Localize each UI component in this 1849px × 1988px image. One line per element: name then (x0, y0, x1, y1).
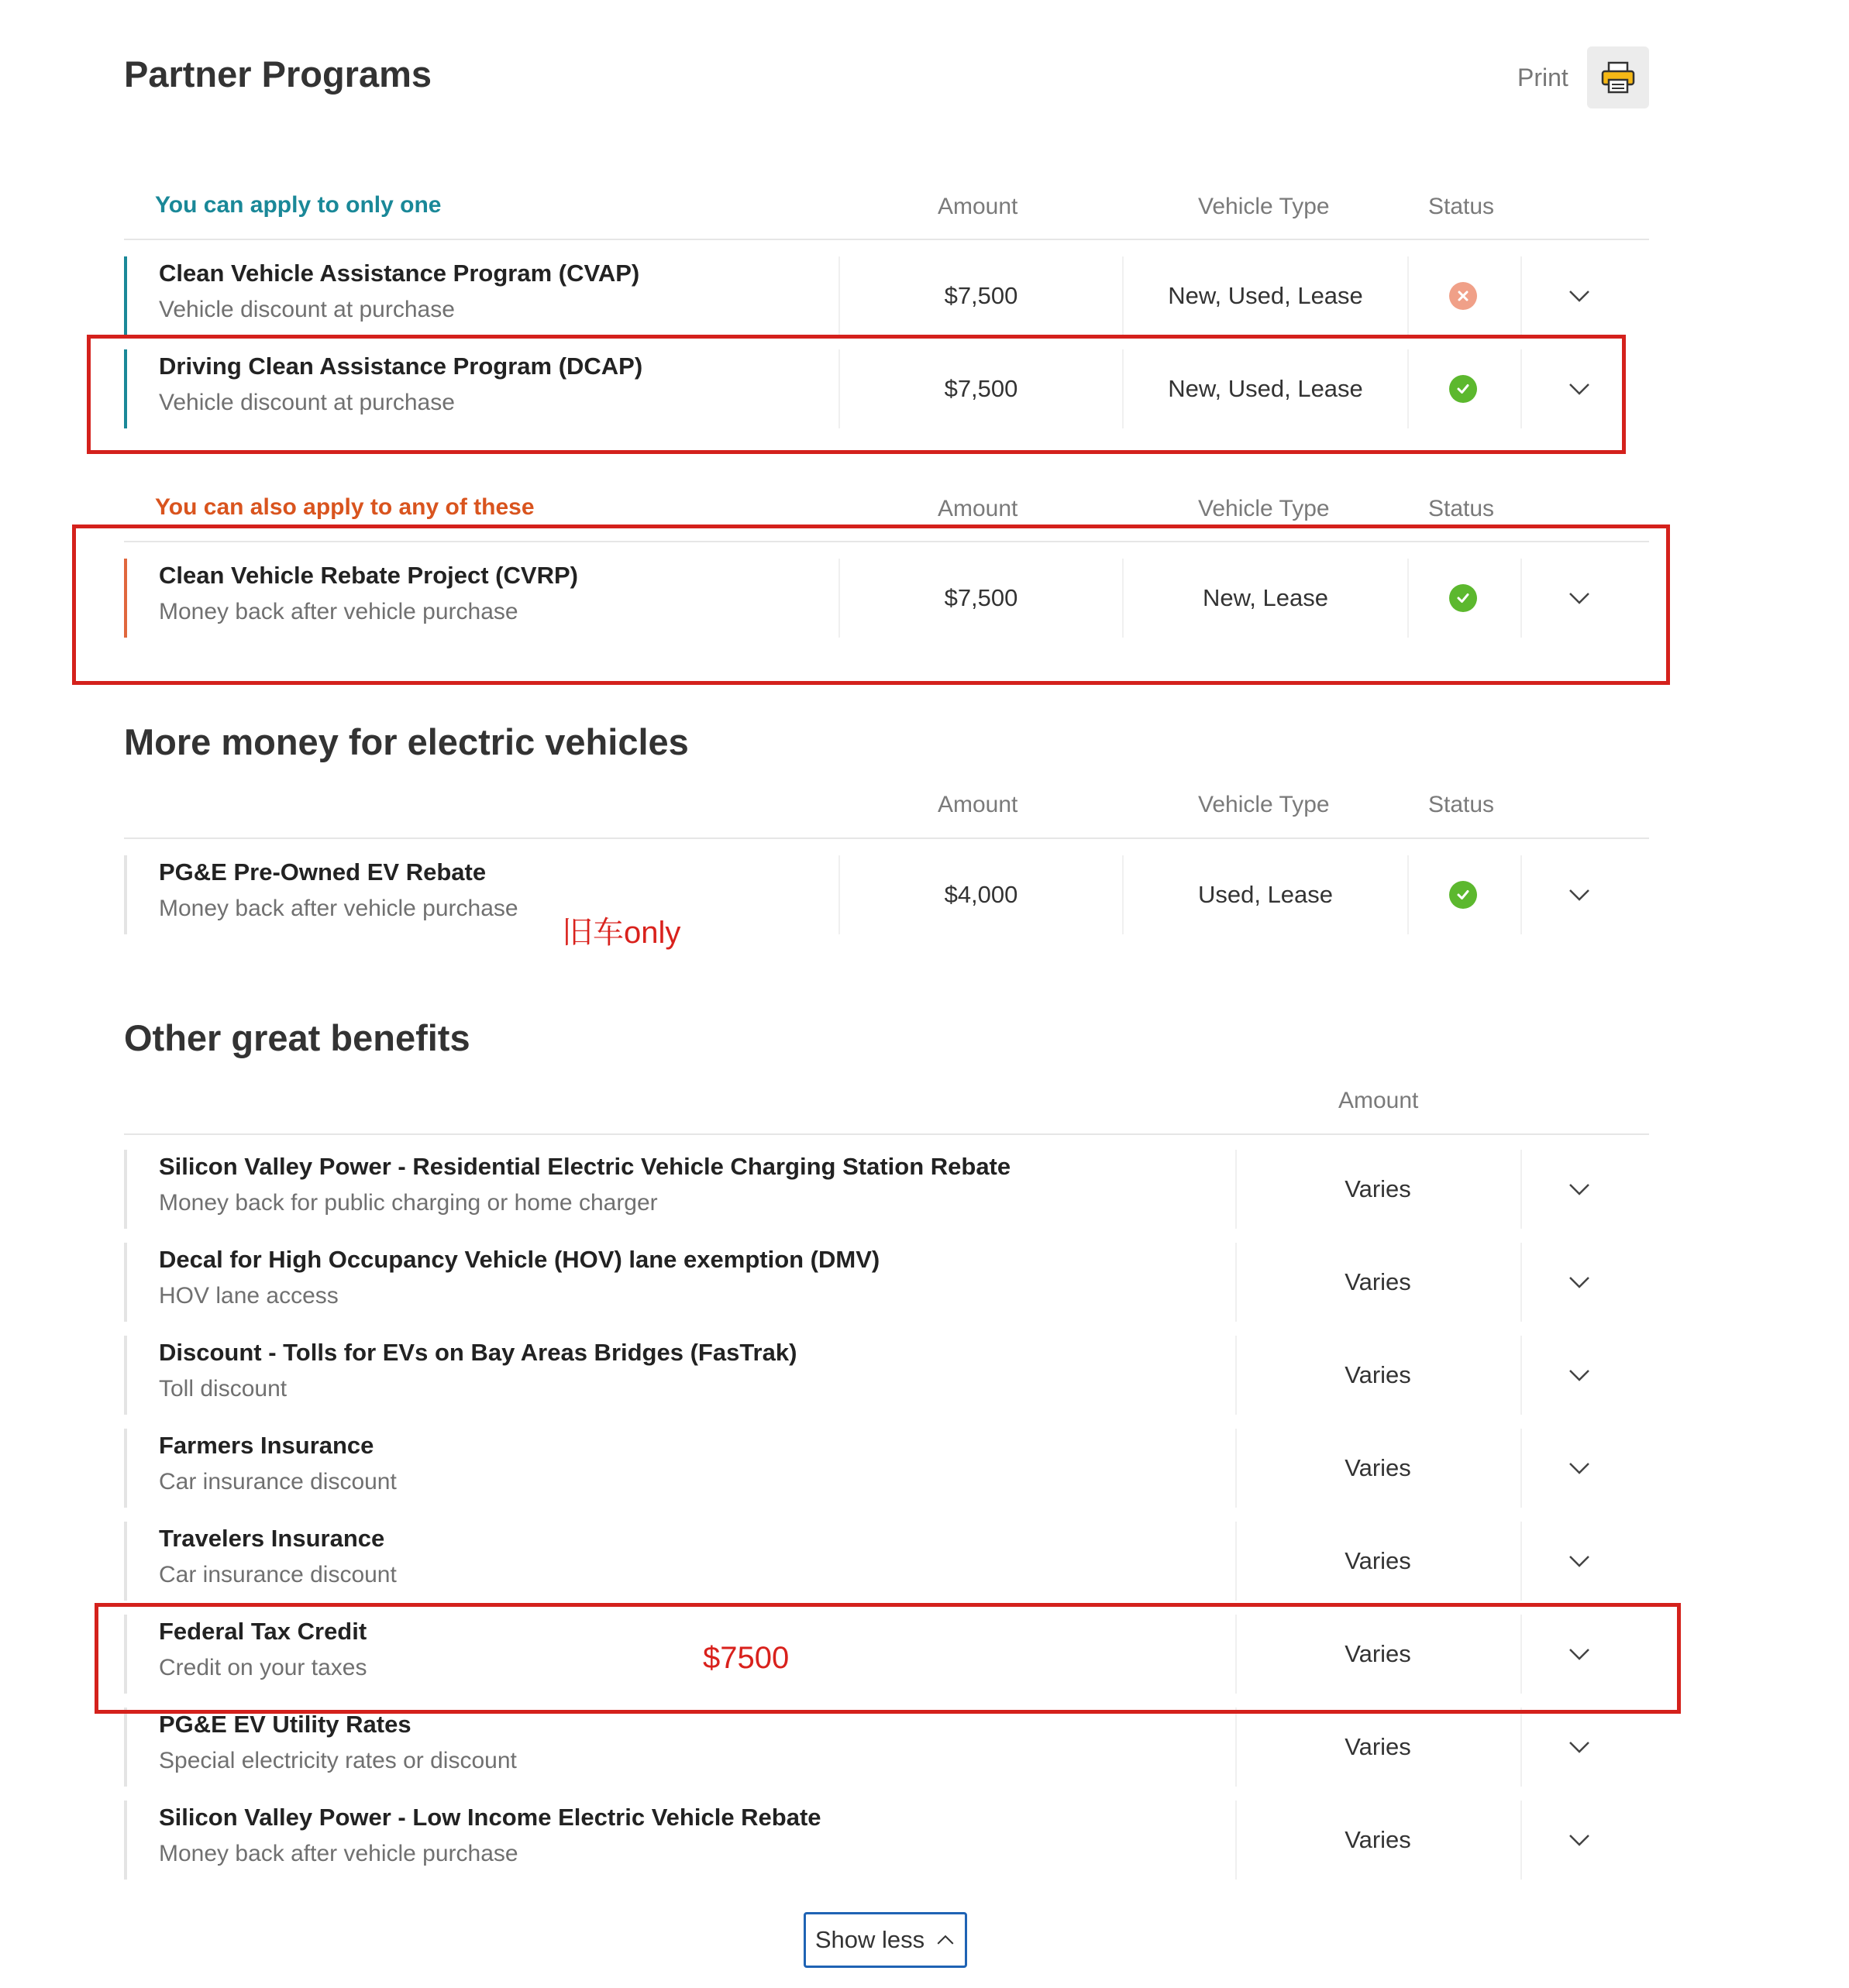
vehicle-type-cell: New, Used, Lease (1168, 282, 1363, 309)
row-accent (124, 256, 127, 335)
benefit-row[interactable] (124, 1429, 1649, 1508)
col-vehicle-type: Vehicle Type (1198, 792, 1330, 817)
amount-cell: Varies (1345, 1733, 1411, 1760)
program-row-cvap[interactable] (124, 256, 1649, 335)
show-less-button[interactable] (804, 1912, 967, 1968)
cell-divider (1520, 256, 1522, 335)
row-accent (124, 1336, 127, 1415)
benefit-description: HOV lane access (159, 1283, 339, 1309)
col-amount: Amount (938, 194, 1018, 219)
row-accent (124, 1429, 127, 1508)
col-amount: Amount (1338, 1088, 1419, 1113)
x-circle-icon (1449, 282, 1477, 310)
cell-divider (1520, 1708, 1522, 1787)
divider (124, 838, 1649, 839)
amount-cell: $4,000 (944, 881, 1018, 908)
annotation-tax-credit: $7500 (703, 1641, 790, 1675)
benefit-description: Special electricity rates or discount (159, 1748, 517, 1773)
printer-icon (1600, 61, 1636, 94)
program-name: Driving Clean Assistance Program (DCAP) (159, 353, 643, 380)
amount-cell: Varies (1345, 1454, 1411, 1481)
row-accent (124, 1801, 127, 1880)
benefit-name: Travelers Insurance (159, 1525, 385, 1552)
program-description: Money back after vehicle purchase (159, 896, 518, 921)
col-status: Status (1428, 496, 1495, 521)
row-accent (124, 1522, 127, 1601)
cell-divider (1520, 1336, 1522, 1415)
amount-cell: $7,500 (944, 282, 1018, 309)
chevron-down-icon[interactable] (1567, 1363, 1592, 1388)
chevron-up-icon (935, 1930, 955, 1950)
amount-cell: Varies (1345, 1826, 1411, 1853)
check-circle-icon (1449, 881, 1477, 909)
annotation-box (87, 335, 1626, 454)
benefit-row[interactable] (124, 1522, 1649, 1601)
benefits-section-title: Other great benefits (124, 1017, 470, 1058)
cell-divider (1407, 256, 1409, 335)
cell-divider (1407, 855, 1409, 934)
show-less-label: Show less (814, 1926, 925, 1953)
benefit-name: Federal Tax Credit (159, 1618, 367, 1645)
col-amount: Amount (938, 496, 1018, 521)
row-accent (124, 1243, 127, 1322)
benefit-description: Car insurance discount (159, 1469, 397, 1494)
chevron-down-icon[interactable] (1567, 882, 1592, 907)
benefit-description: Money back for public charging or home charger (159, 1190, 658, 1216)
print-label: Print (1517, 64, 1568, 91)
chevron-down-icon[interactable] (1567, 1177, 1592, 1202)
benefit-name: Decal for High Occupancy Vehicle (HOV) lane exemption (DMV) (159, 1246, 880, 1273)
amount-cell: Varies (1345, 1640, 1411, 1667)
program-description: Vehicle discount at purchase (159, 390, 455, 415)
annotation-box (72, 525, 1670, 685)
cell-divider (1520, 855, 1522, 934)
benefit-description: Toll discount (159, 1376, 288, 1402)
cell-divider (1520, 1801, 1522, 1880)
program-description: Vehicle discount at purchase (159, 297, 455, 322)
benefit-row[interactable] (124, 1801, 1649, 1880)
benefit-row[interactable] (124, 1708, 1649, 1787)
benefit-row[interactable] (124, 1150, 1649, 1229)
row-accent (124, 1150, 127, 1229)
chevron-down-icon[interactable] (1567, 1828, 1592, 1852)
program-description: Money back after vehicle purchase (159, 599, 518, 624)
print-button[interactable] (1587, 46, 1649, 108)
benefit-name: Farmers Insurance (159, 1432, 374, 1459)
cell-divider (1520, 1243, 1522, 1322)
benefit-name: PG&E EV Utility Rates (159, 1711, 411, 1738)
annotation-box (95, 1603, 1681, 1714)
group-one-heading: You can apply to only one (155, 192, 442, 218)
benefit-description: Money back after vehicle purchase (159, 1841, 518, 1866)
col-status: Status (1428, 194, 1495, 219)
benefit-description: Credit on your taxes (159, 1655, 367, 1680)
vehicle-type-cell: New, Lease (1203, 584, 1328, 611)
amount-cell: Varies (1345, 1361, 1411, 1388)
chevron-down-icon[interactable] (1567, 1270, 1592, 1295)
benefit-row[interactable] (124, 1243, 1649, 1322)
cell-divider (1520, 1150, 1522, 1229)
row-accent (124, 855, 127, 934)
program-row-pge-preowned[interactable] (124, 855, 1649, 934)
benefit-row[interactable] (124, 1336, 1649, 1415)
cell-divider (1520, 1522, 1522, 1601)
benefit-name: Silicon Valley Power - Residential Electric Vehicle Charging Station Rebate (159, 1153, 1011, 1180)
row-accent (124, 1708, 127, 1787)
program-name: Clean Vehicle Rebate Project (CVRP) (159, 562, 578, 589)
cell-divider (1520, 1429, 1522, 1508)
col-vehicle-type: Vehicle Type (1198, 496, 1330, 521)
chevron-down-icon[interactable] (1567, 1456, 1592, 1481)
chevron-down-icon[interactable] (1567, 284, 1592, 308)
divider (124, 1133, 1649, 1135)
vehicle-type-cell: New, Used, Lease (1168, 375, 1363, 402)
col-vehicle-type: Vehicle Type (1198, 194, 1330, 219)
chevron-down-icon[interactable] (1567, 1735, 1592, 1759)
amount-cell: Varies (1345, 1547, 1411, 1574)
group-two-heading: You can also apply to any of these (155, 494, 535, 520)
col-amount: Amount (938, 792, 1018, 817)
ev-section-title: More money for electric vehicles (124, 721, 689, 762)
program-name: PG&E Pre-Owned EV Rebate (159, 858, 487, 886)
annotation-used-only: 旧车only (562, 916, 681, 950)
col-status: Status (1428, 792, 1495, 817)
program-name: Clean Vehicle Assistance Program (CVAP) (159, 260, 640, 287)
divider (124, 239, 1649, 240)
amount-cell: Varies (1345, 1175, 1411, 1202)
vehicle-type-cell: Used, Lease (1197, 881, 1334, 908)
amount-cell: $7,500 (944, 584, 1018, 611)
benefit-name: Silicon Valley Power - Low Income Electric Vehicle Rebate (159, 1804, 821, 1831)
amount-cell: $7,500 (944, 375, 1018, 402)
benefit-description: Car insurance discount (159, 1562, 397, 1587)
benefit-name: Discount - Tolls for EVs on Bay Areas Bridges (FasTrak) (159, 1339, 797, 1366)
page-title: Partner Programs (124, 53, 432, 95)
chevron-down-icon[interactable] (1567, 1549, 1592, 1574)
amount-cell: Varies (1345, 1268, 1411, 1295)
